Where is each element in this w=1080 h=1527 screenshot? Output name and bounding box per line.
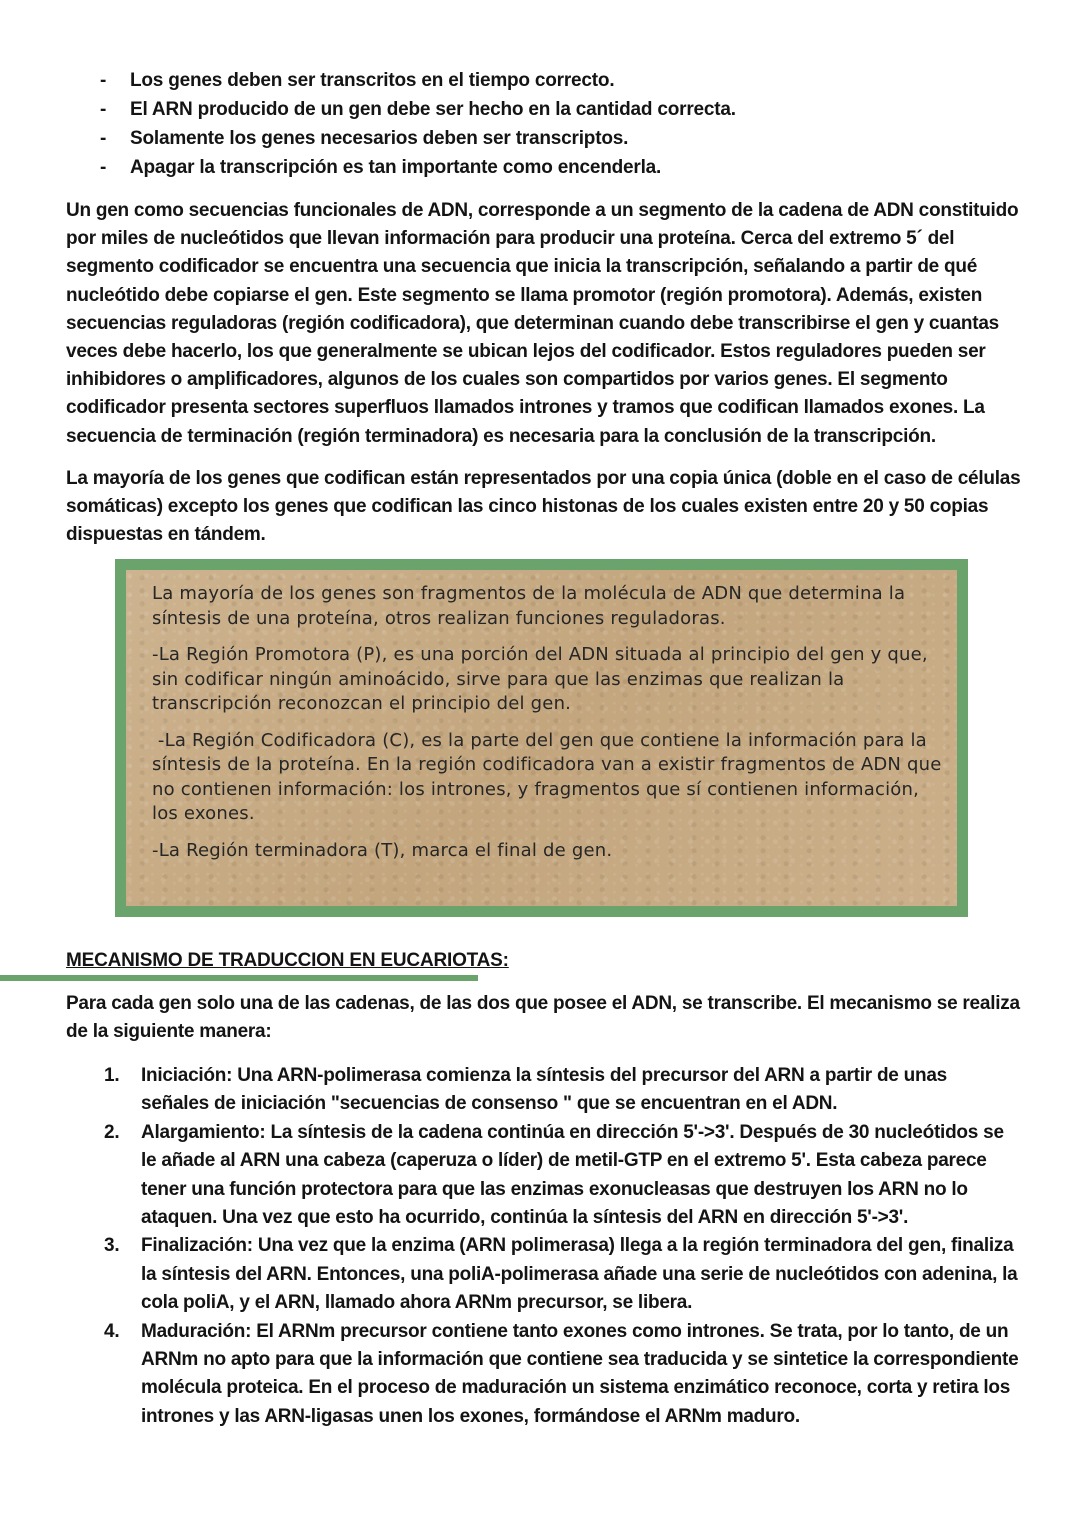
section-underline-bar (0, 975, 478, 981)
bullet-dash: - (100, 157, 107, 178)
note-promoter: -La Región Promotora (P), es una porción del ADN situada al principio del gen y que, sin codificar ningún aminoácido, sirve para que las enzimas que realizan la transcripción reconozcan el principio del gen. (152, 644, 928, 714)
list-item: - Solamente los genes necesarios deben ser transcriptos. (96, 124, 1016, 153)
note-terminator: -La Región terminadora (T), marca el final de gen. (152, 839, 613, 861)
step-text: Alargamiento: La síntesis de la cadena continúa en dirección 5'->3'. Después de 30 nucleótidos se le añade al ARN una cabeza (caperuza o líder) de metil-GTP en el extremo 5'. Esta cabeza parece tener una función protectora para que las enzimas exonucleasas que destruyen los ARN no lo ataquen. Una vez que esto ha ocurrido, continúa la síntesis del ARN en dirección 5'->3'. (141, 1121, 1004, 1229)
step-number: 3. (104, 1235, 120, 1257)
bullet-dash: - (100, 99, 107, 120)
bullet-dash: - (100, 128, 107, 149)
requirements-list (96, 66, 1016, 182)
list-item-alargamiento (104, 1119, 1019, 1233)
mechanism-steps-list (104, 1062, 1019, 1431)
section-title: MECANISMO DE TRADUCCION EN EUCARIOTAS: (66, 950, 509, 971)
summary-note-box (115, 559, 968, 917)
list-item-maduracion (104, 1318, 1019, 1432)
gene-paragraph: Un gen como secuencias funcionales de ADN, corresponde a un segmento de la cadena de ADN constituido por miles de nucleótidos que llevan información para producir una proteína. Cerca del extremo 5´ del segmento codificador se encuentra una secuencia que inicia la transcripción, señalando a partir de qué nucleótido debe copiarse el gen. Este segmento se llama promotor (región promotora). Además, existen secuencias reguladoras (región codificadora), que determinan cuando debe transcribirse el gen y cuantas veces debe hacerlo, los que generalmente se ubican lejos del codificador. Estos reguladores pueden ser inhibidores o amplificadores, algunos de los cuales son compartidos por varios genes. El segmento codificador presenta sectores superfluos llamados intrones y tramos que codifican llamados exones. La secuencia de terminación (región terminadora) es necesaria para la conclusión de la transcripción. (66, 200, 1019, 447)
step-text: Finalización: Una vez que la enzima (ARN polimerasa) llega a la región terminadora del gen, finaliza la síntesis del ARN. Entonces, una poliA-polimerasa añade una serie de nucleótidos con adenina, la cola poliA, y el ARN, llamado ahora ARNm precursor, se libera. (141, 1235, 1018, 1314)
step-number: 1. (104, 1065, 120, 1086)
list-item-iniciacion (104, 1062, 1019, 1119)
step-text: Iniciación: Una ARN-polimerasa comienza la síntesis del precursor del ARN a partir de unas señales de iniciación "secuencias de consenso " que se encuentran en el ADN. (141, 1065, 947, 1115)
note-coding: -La Región Codificadora (C), es la parte del gen que contiene la información para la síntesis de la proteína. En la región codificadora van a existir fragmentos de ADN que no contienen información: los intrones, y fragmentos que sí contienen información, los exones. (152, 729, 948, 824)
copies-paragraph: La mayoría de los genes que codifican están representados por una copia única (doble en el caso de células somáticas) excepto los genes que codifican las cinco histonas de los cuales existen entre 20 y 50 copias dispuestas en tándem. (66, 468, 1021, 546)
list-item-finalizacion (104, 1232, 1019, 1317)
list-item: - Los genes deben ser transcritos en el tiempo correcto. (96, 66, 1016, 95)
mechanism-intro-paragraph: Para cada gen solo una de las cadenas, de las dos que posee el ADN, se transcribe. El mecanismo se realiza de la siguiente manera: (66, 993, 1020, 1043)
step-text: Maduración: El ARNm precursor contiene tanto exones como intrones. Se trata, por lo tanto, de un ARNm no apto para que la información que contiene sea traducida y se sintetice la correspondiente molécula proteica. En el proceso de maduración un sistema enzimático reconoce, corta y retira los intrones y las ARN-ligasas unen los exones, formándose el ARNm maduro. (141, 1320, 1019, 1427)
note-intro: La mayoría de los genes son fragmentos de la molécula de ADN que determina la síntesis de una proteína, otros realizan funciones reguladoras. (152, 583, 906, 629)
list-item: - Apagar la transcripción es tan importante como encenderla. (96, 153, 1016, 182)
step-number: 4. (104, 1320, 120, 1342)
step-number: 2. (104, 1121, 120, 1143)
list-item: - El ARN producido de un gen debe ser hecho en la cantidad correcta. (96, 95, 1016, 124)
bullet-dash: - (100, 70, 107, 91)
note-content (152, 582, 948, 875)
